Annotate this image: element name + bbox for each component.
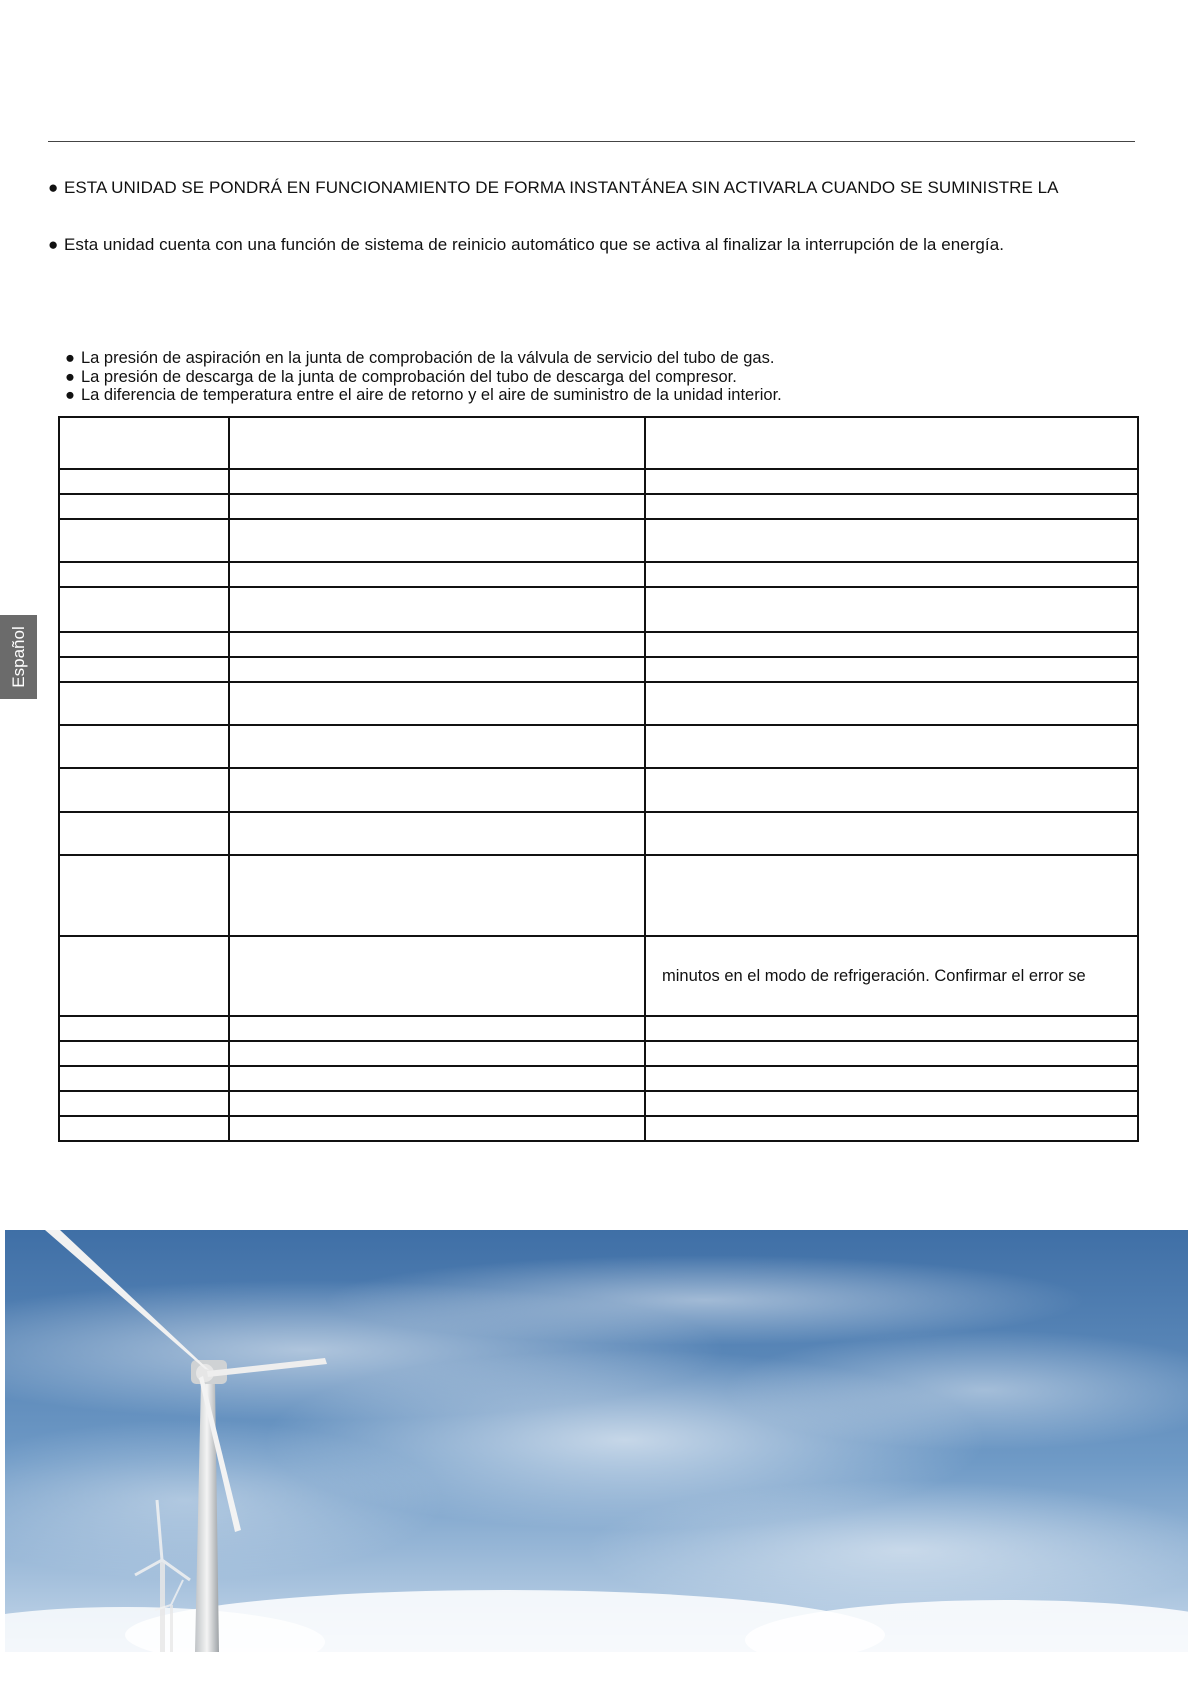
table-row [59, 682, 1138, 725]
check-item: ● La presión de descarga de la junta de comprobación del tubo de descarga del compresor. [65, 367, 737, 386]
bullet-icon: ● [48, 178, 59, 197]
table-cell [59, 1116, 229, 1141]
table-cell [229, 657, 645, 682]
table-cell [59, 768, 229, 812]
table-cell [229, 855, 645, 936]
wind-turbine-image [5, 1230, 1188, 1652]
header-rule [48, 141, 1135, 142]
notice-auto-start: ● ESTA UNIDAD SE PONDRÁ EN FUNCIONAMIENTO DE FORMA INSTANTÁNEA SIN ACTIVARLA CUANDO SE SUMINISTRE LA [48, 178, 1059, 197]
table-row [59, 1066, 1138, 1091]
table-cell [229, 1116, 645, 1141]
table-cell [229, 1091, 645, 1116]
language-tab-label: Español [8, 626, 28, 688]
table-row [59, 1116, 1138, 1141]
table-cell [229, 587, 645, 632]
wind-turbine-photo [5, 1230, 1188, 1652]
language-tab [0, 615, 37, 699]
table-row [59, 725, 1138, 768]
table-cell [229, 682, 645, 725]
notice-auto-restart: ● Esta unidad cuenta con una función de sistema de reinicio automático que se activa al finalizar la interrupción de la energía. [48, 235, 1004, 254]
table-row [59, 469, 1138, 494]
table-row [59, 768, 1138, 812]
table-cell [59, 469, 229, 494]
table-cell [59, 1091, 229, 1116]
table-row [59, 936, 1138, 1016]
table-cell [59, 725, 229, 768]
table-cell [59, 562, 229, 587]
table-row [59, 812, 1138, 855]
table-row [59, 587, 1138, 632]
table-cell [59, 657, 229, 682]
table-cell [229, 768, 645, 812]
table-cell [645, 1016, 1138, 1041]
table-cell [59, 417, 229, 469]
table-row [59, 562, 1138, 587]
table-cell [645, 657, 1138, 682]
table-cell [229, 1016, 645, 1041]
table-row [59, 1016, 1138, 1041]
table-cell [645, 725, 1138, 768]
table-cell [645, 768, 1138, 812]
table-cell [645, 1066, 1138, 1091]
table-cell [229, 812, 645, 855]
bullet-icon: ● [65, 349, 75, 367]
bullet-icon: ● [65, 386, 75, 405]
table-cell [59, 494, 229, 519]
table-cell [59, 1066, 229, 1091]
table-cell [645, 632, 1138, 657]
table-cell [645, 519, 1138, 562]
table-row [59, 632, 1138, 657]
table-row [59, 657, 1138, 682]
table-cell [59, 936, 229, 1016]
table-row [59, 494, 1138, 519]
check-item: ● La diferencia de temperatura entre el aire de retorno y el aire de suministro de la unidad interior. [65, 386, 782, 405]
table-row [59, 855, 1138, 936]
table-cell [645, 1041, 1138, 1066]
table-cell [229, 494, 645, 519]
check-item: ● La presión de aspiración en la junta de comprobación de la válvula de servicio del tubo de gas. [65, 349, 775, 367]
table-cell [59, 812, 229, 855]
table-cell [645, 562, 1138, 587]
table-cell [645, 1091, 1138, 1116]
table-cell [229, 1041, 645, 1066]
table-row [59, 1041, 1138, 1066]
table-cell [645, 587, 1138, 632]
table-cell [229, 417, 645, 469]
table-cell [59, 1016, 229, 1041]
table-cell [59, 855, 229, 936]
table-row [59, 519, 1138, 562]
troubleshooting-table [58, 416, 1139, 1142]
table-cell [229, 936, 645, 1016]
table-row [59, 417, 1138, 469]
table-row [59, 1091, 1138, 1116]
table-cell [59, 682, 229, 725]
table-cell [645, 812, 1138, 855]
check-list [65, 349, 782, 405]
table-cell [645, 469, 1138, 494]
table-cell [59, 632, 229, 657]
table-cell [645, 855, 1138, 936]
table-cell [229, 469, 645, 494]
table-cell: minutos en el modo de refrigeración. Confirmar el error se [645, 936, 1138, 1016]
table-cell [645, 682, 1138, 725]
table-cell [59, 587, 229, 632]
table-cell [645, 417, 1138, 469]
table-cell [645, 494, 1138, 519]
table-cell [59, 519, 229, 562]
table-cell [59, 1041, 229, 1066]
table-cell [229, 632, 645, 657]
table-cell [229, 562, 645, 587]
bullet-icon: ● [65, 367, 75, 386]
table-cell [229, 519, 645, 562]
bullet-icon: ● [48, 235, 59, 254]
table-cell [645, 1116, 1138, 1141]
table-cell [229, 1066, 645, 1091]
table-cell [229, 725, 645, 768]
